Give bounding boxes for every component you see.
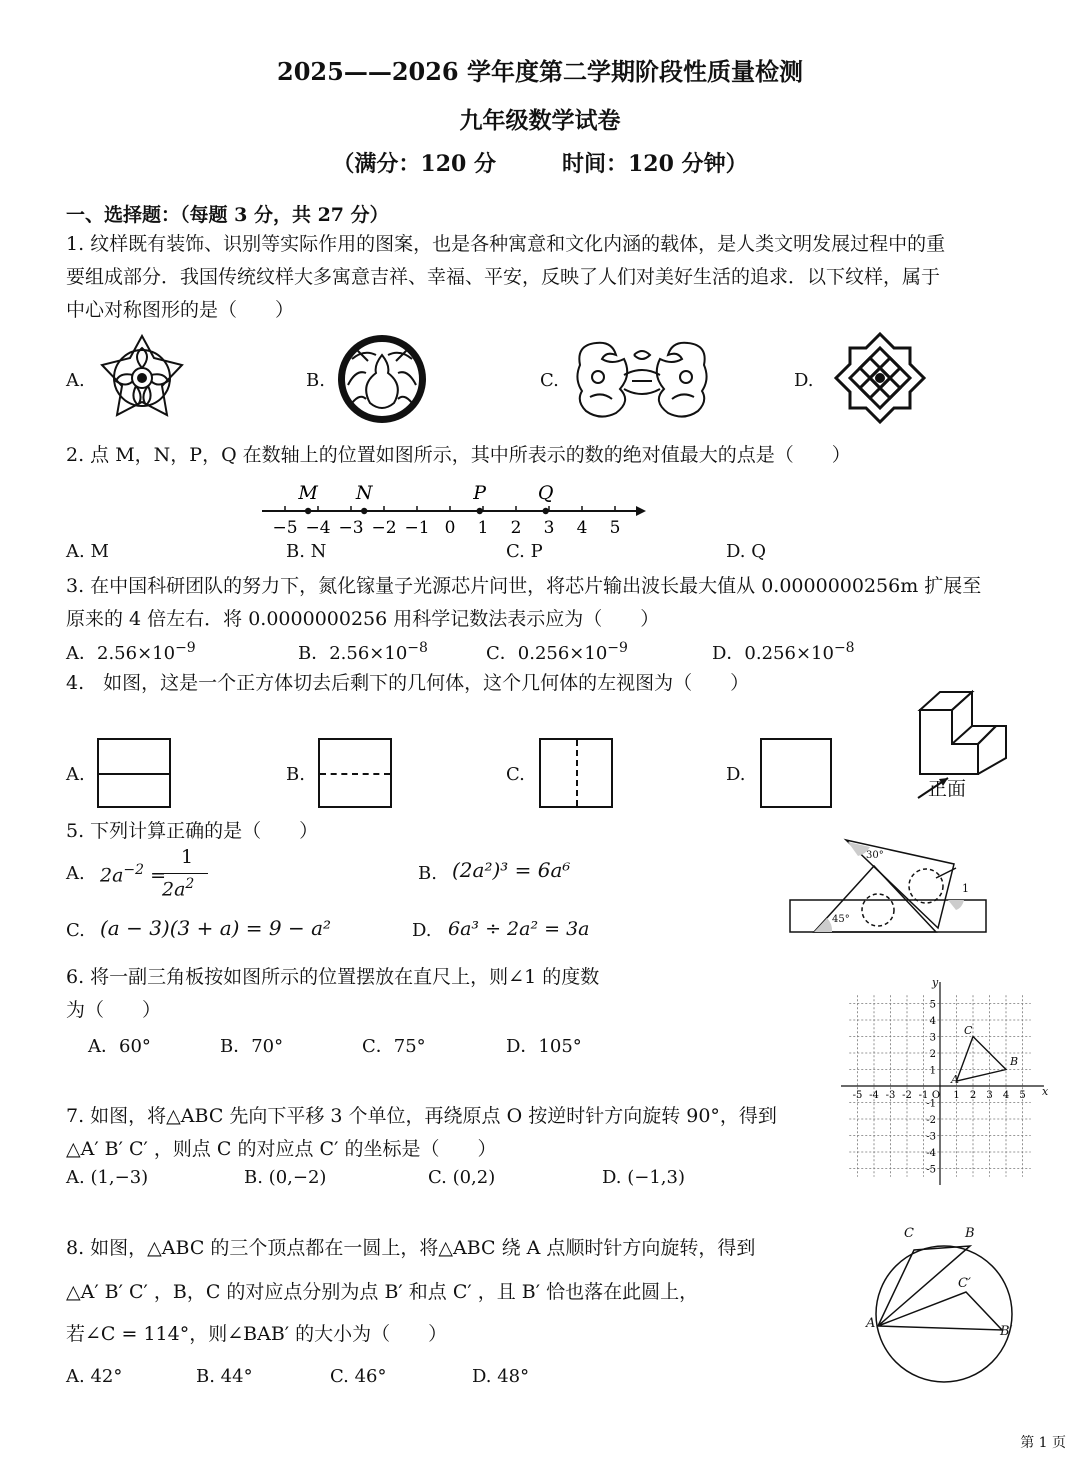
grid-x-label: -4	[869, 1090, 879, 1101]
q5-option-b-label: B.	[418, 863, 437, 884]
q5-option-d-expr: 6a³ ÷ 2a² = 3a	[448, 918, 590, 940]
grid-y-label: 3	[929, 1032, 936, 1044]
q1-option-c: C.	[540, 370, 559, 391]
grid-y-label: 2	[929, 1049, 936, 1060]
grid-y-label: -2	[926, 1115, 936, 1126]
q5-option-c-expr: (a − 3)(3 + a) = 9 − a²	[100, 916, 332, 940]
grid-x-label: -3	[885, 1090, 896, 1101]
q7-coordinate-grid	[844, 976, 1054, 1190]
triangle-abc	[957, 1037, 1007, 1082]
number-line-point-label: P	[473, 482, 487, 504]
q2-option-a: A. M	[66, 541, 109, 562]
q3-option-d: D．$0.256\times 10^{-8}$	[712, 640, 855, 664]
q8-circle-figure	[866, 1230, 1026, 1394]
grid-y-label: -3	[926, 1131, 936, 1143]
q8-line2: △A′ B′ C′ ，B，C 的对应点分别为点 B′ 和点 C′ ，且 B′ 恰也落在此圆上，	[66, 1281, 699, 1303]
number-line-tick-label: 5	[609, 518, 621, 538]
q7-point-b: B	[1010, 1055, 1019, 1068]
q6-angle-45: 45°	[832, 914, 850, 925]
q3-option-b: B．$2.56\times 10^{-8}$	[298, 640, 428, 664]
q6-line2: 为（ ）	[66, 999, 162, 1021]
number-line-point	[305, 508, 311, 514]
q8-point-c-prime: C′	[958, 1276, 971, 1291]
q1-pattern-a	[96, 332, 188, 428]
q2-stem: 2. 点 M，N，P，Q 在数轴上的位置如图所示，其中所表示的数的绝对值最大的点是（ ）	[66, 444, 851, 466]
grid-x-label: 4	[1002, 1090, 1010, 1101]
q7-option-a: A. (1,−3)	[66, 1167, 149, 1188]
grid-x-label: 2	[969, 1090, 977, 1101]
q7-line2: △A′ B′ C′ ，则点 C 的对应点 C′ 的坐标是（ ）	[66, 1138, 497, 1160]
q7-axis-x: x	[1042, 1085, 1049, 1098]
q5-option-d-label: D.	[412, 920, 432, 941]
grid-y-label: -5	[926, 1164, 936, 1176]
grid-x-label: -2	[902, 1090, 912, 1101]
number-line-tick-label: −3	[338, 518, 364, 538]
q4-stem: 4. 如图，这是一个正方体切去后剩下的几何体，这个几何体的左视图为（ ）	[66, 672, 750, 694]
number-line-point	[543, 508, 549, 514]
q5-stem: 5. 下列计算正确的是（ ）	[66, 820, 319, 842]
number-line-tick-label: 0	[444, 518, 456, 538]
q3-option-c: C．$0.256\times 10^{-9}$	[486, 640, 628, 664]
q7-point-a: A	[951, 1073, 959, 1086]
q1-option-b: B.	[306, 370, 325, 391]
grid-y-label: 4	[929, 1016, 936, 1027]
number-line-tick-label: 2	[510, 518, 522, 538]
q4-option-b: B.	[286, 764, 305, 785]
q8-point-a: A	[866, 1316, 876, 1331]
q8-option-d: D. 48°	[472, 1366, 530, 1387]
exam-title: 2025——2026 学年度第二学期阶段性质量检测	[277, 57, 803, 86]
q7-line1: 7. 如图，将△ABC 先向下平移 3 个单位，再绕原点 O 按逆时针方向旋转 90°，得到	[66, 1105, 777, 1127]
q2-option-d: D. Q	[726, 541, 766, 562]
q4-option-c: C.	[506, 764, 525, 785]
number-line-point	[477, 508, 483, 514]
q3-line1: 3. 在中国科研团队的努力下，氮化镓量子光源芯片问世，将芯片输出波长最大值从 0.0000000256m 扩展至	[66, 575, 982, 597]
q6-option-c: C．75°	[362, 1036, 426, 1057]
number-line-point	[361, 508, 367, 514]
q7-point-c: C	[964, 1024, 973, 1037]
section-title: 一、选择题：（每题 3 分，共 27 分）	[66, 204, 389, 226]
q8-point-c: C	[904, 1226, 914, 1241]
exam-subtitle: 九年级数学试卷	[459, 107, 621, 134]
q7-option-d: D. (−1,3)	[602, 1167, 685, 1188]
q5-option-b-expr: (2a²)³ = 6a⁶	[452, 858, 571, 882]
number-line-tick-label: −1	[404, 518, 430, 538]
q4-option-d: D.	[726, 764, 746, 785]
number-line-point-label: N	[355, 482, 373, 504]
grid-x-label: -1	[918, 1090, 929, 1101]
number-line-tick-label: 1	[477, 518, 489, 538]
q4-view-a	[97, 738, 171, 808]
q8-option-a: A. 42°	[66, 1366, 123, 1387]
grid-y-label: 1	[929, 1065, 936, 1077]
grid-x-label: 3	[986, 1090, 993, 1101]
q6-option-b: B．70°	[220, 1036, 284, 1057]
number-line-point-label: Q	[537, 482, 554, 504]
q6-option-a: A．60°	[88, 1036, 151, 1057]
page-number: 第 1 页	[1020, 1435, 1066, 1451]
grid-y-label: 5	[929, 999, 936, 1011]
q3-line2: 原来的 4 倍左右．将 0.0000000256 用科学记数法表示应为（ ）	[66, 608, 660, 630]
q1-line2: 要组成部分．我国传统纹样大多寓意吉祥、幸福、平安，反映了人们对美好生活的追求．以下纹样，属于	[66, 266, 941, 288]
number-line-tick-label: 3	[543, 518, 555, 538]
q1-line3: 中心对称图形的是（ ）	[66, 299, 295, 321]
q6-angle-30: 30°	[866, 850, 884, 861]
q1-line1: 1. 纹样既有装饰、识别等实际作用的图案，也是各种寓意和文化内涵的载体，是人类文明发展过程中的重	[66, 233, 946, 255]
grid-x-label: 5	[1019, 1090, 1026, 1101]
q4-view-c	[539, 738, 613, 808]
q6-angle-1: 1	[962, 882, 969, 895]
q1-option-a: A.	[66, 370, 85, 391]
q8-line1: 8. 如图，△ABC 的三个顶点都在一圆上，将△ABC 绕 A 点顺时针方向旋转，得到	[66, 1237, 756, 1259]
q7-option-b: B. (0,−2)	[244, 1167, 327, 1188]
q6-line1: 6. 将一副三角板按如图所示的位置摆放在直尺上，则∠1 的度数	[66, 966, 600, 988]
q6-option-d: D．105°	[506, 1036, 582, 1057]
grid-x-label: O	[931, 1090, 941, 1101]
q2-option-c: C. P	[506, 541, 543, 562]
number-line-tick-label: −2	[371, 518, 397, 538]
number-line-tick-label: 4	[576, 518, 588, 538]
q1-pattern-b	[336, 333, 428, 429]
q8-point-b-prime: B′	[1000, 1324, 1013, 1339]
q2-option-b: B. N	[286, 541, 327, 562]
q8-option-c: C. 46°	[330, 1366, 387, 1387]
number-line-tick-label: −4	[305, 518, 331, 538]
grid-y-label: -1	[926, 1098, 936, 1110]
q5-option-a-label: A.	[66, 863, 85, 884]
q1-option-d: D.	[794, 370, 814, 391]
q7-option-c: C. (0,2)	[428, 1167, 496, 1188]
q1-pattern-d	[832, 330, 928, 430]
grid-x-label: -5	[852, 1090, 863, 1101]
q5-option-c-label: C.	[66, 920, 85, 941]
q8-point-b: B	[965, 1226, 975, 1241]
q2-number-line	[258, 476, 648, 550]
q8-option-b: B. 44°	[196, 1366, 253, 1387]
number-line-tick-label: −5	[272, 518, 298, 538]
q4-view-b	[318, 738, 392, 808]
q1-pattern-c	[572, 335, 712, 431]
q4-front-label: 正面	[928, 778, 967, 800]
grid-y-label: -4	[926, 1148, 936, 1159]
number-line-point-label: M	[298, 482, 318, 504]
q7-axis-y: y	[932, 976, 939, 989]
q3-option-a: A．$2.56\times 10^{-9}$	[66, 640, 196, 664]
exam-meta: （满分：120 分 时间：120 分钟）	[332, 151, 748, 177]
q4-view-d	[760, 738, 832, 808]
grid-x-label: 1	[953, 1090, 960, 1101]
q4-option-a: A.	[66, 764, 85, 785]
q8-line3: 若∠C = 114°，则∠BAB′ 的大小为（ ）	[66, 1323, 448, 1345]
